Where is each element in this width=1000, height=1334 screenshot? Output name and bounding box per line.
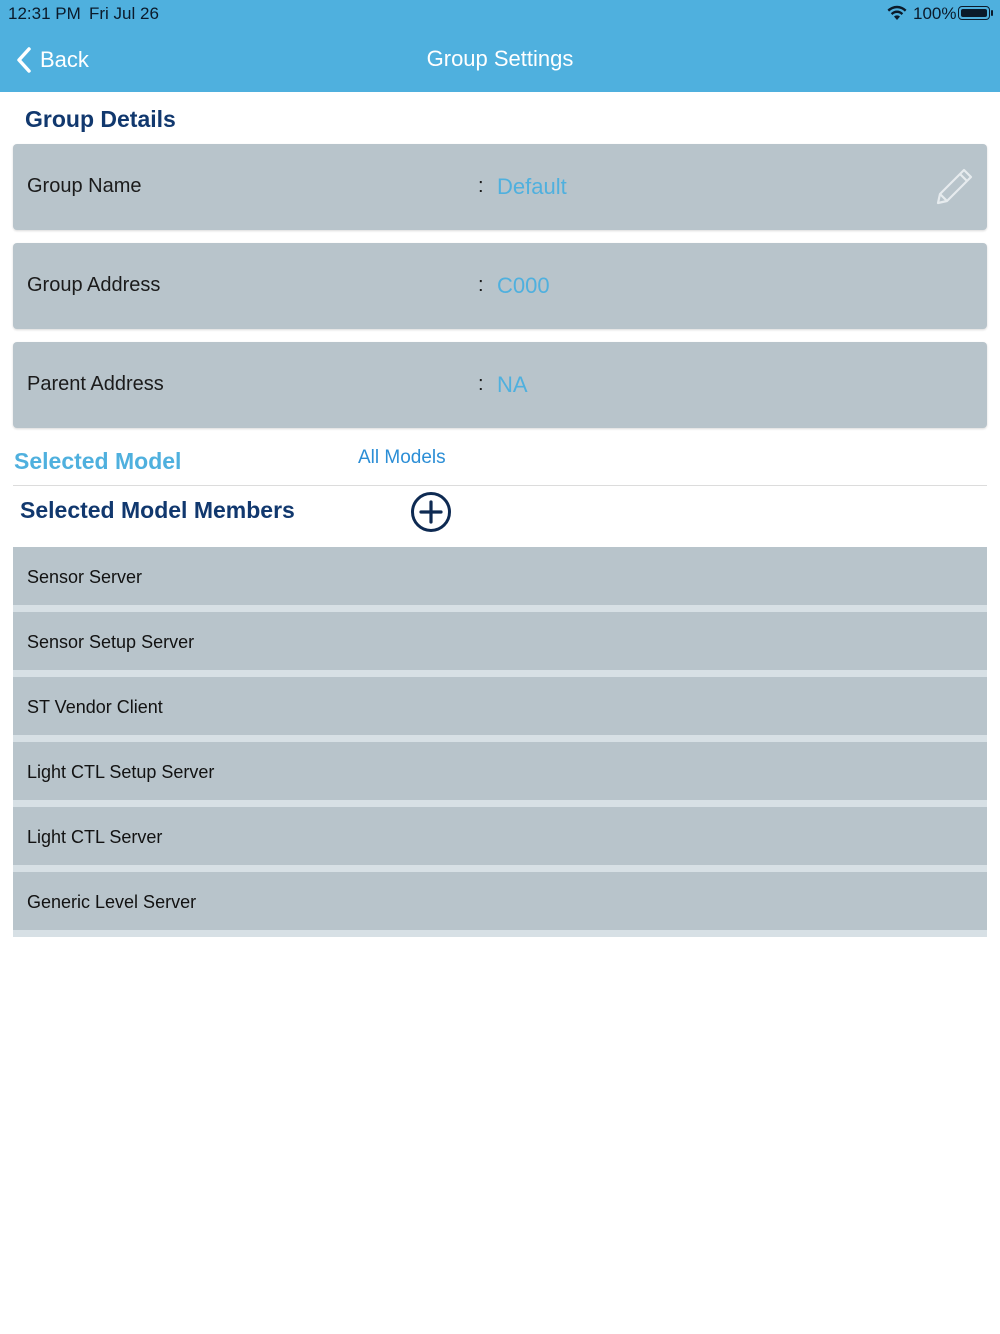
member-label: ST Vendor Client xyxy=(27,697,163,717)
group-name-separator: : xyxy=(478,175,484,197)
group-address-card xyxy=(13,243,987,329)
model-selector[interactable]: All Models xyxy=(358,447,446,468)
status-date: Fri Jul 26 xyxy=(89,4,159,23)
member-row[interactable] xyxy=(13,742,987,807)
group-name-label: Group Name xyxy=(27,175,142,197)
group-name-card[interactable] xyxy=(13,144,987,230)
divider xyxy=(13,485,987,486)
parent-address-card xyxy=(13,342,987,428)
page-title: Group Settings xyxy=(426,46,574,71)
group-address-label: Group Address xyxy=(27,274,161,296)
status-bar xyxy=(0,0,1000,28)
member-label: Light CTL Server xyxy=(27,827,163,847)
battery-icon xyxy=(958,6,990,20)
navigation-bar xyxy=(0,0,1000,92)
battery-percentage: 100% xyxy=(913,4,957,23)
add-member-button[interactable] xyxy=(410,491,452,533)
group-address-separator: : xyxy=(478,274,484,296)
member-label: Generic Level Server xyxy=(27,892,197,912)
wifi-icon xyxy=(886,5,908,21)
model-members-list xyxy=(13,547,987,937)
member-row[interactable] xyxy=(13,612,987,677)
parent-address-label: Parent Address xyxy=(27,373,164,395)
group-address-value: C000 xyxy=(497,273,550,298)
member-row[interactable] xyxy=(13,872,987,937)
parent-address-value: NA xyxy=(497,372,528,397)
group-name-value: Default xyxy=(497,174,567,199)
member-row[interactable] xyxy=(13,677,987,742)
parent-address-separator: : xyxy=(478,373,484,395)
member-label: Sensor Server xyxy=(27,567,143,587)
pencil-icon[interactable] xyxy=(933,166,975,208)
back-label: Back xyxy=(40,47,89,72)
member-label: Sensor Setup Server xyxy=(27,632,195,652)
member-row[interactable] xyxy=(13,807,987,872)
selected-model-label: Selected Model xyxy=(14,448,182,474)
group-details-title: Group Details xyxy=(25,106,176,132)
member-row[interactable] xyxy=(13,547,987,612)
status-time: 12:31 PM xyxy=(8,4,81,23)
selected-model-members-title: Selected Model Members xyxy=(20,497,295,523)
member-label: Light CTL Setup Server xyxy=(27,762,215,782)
